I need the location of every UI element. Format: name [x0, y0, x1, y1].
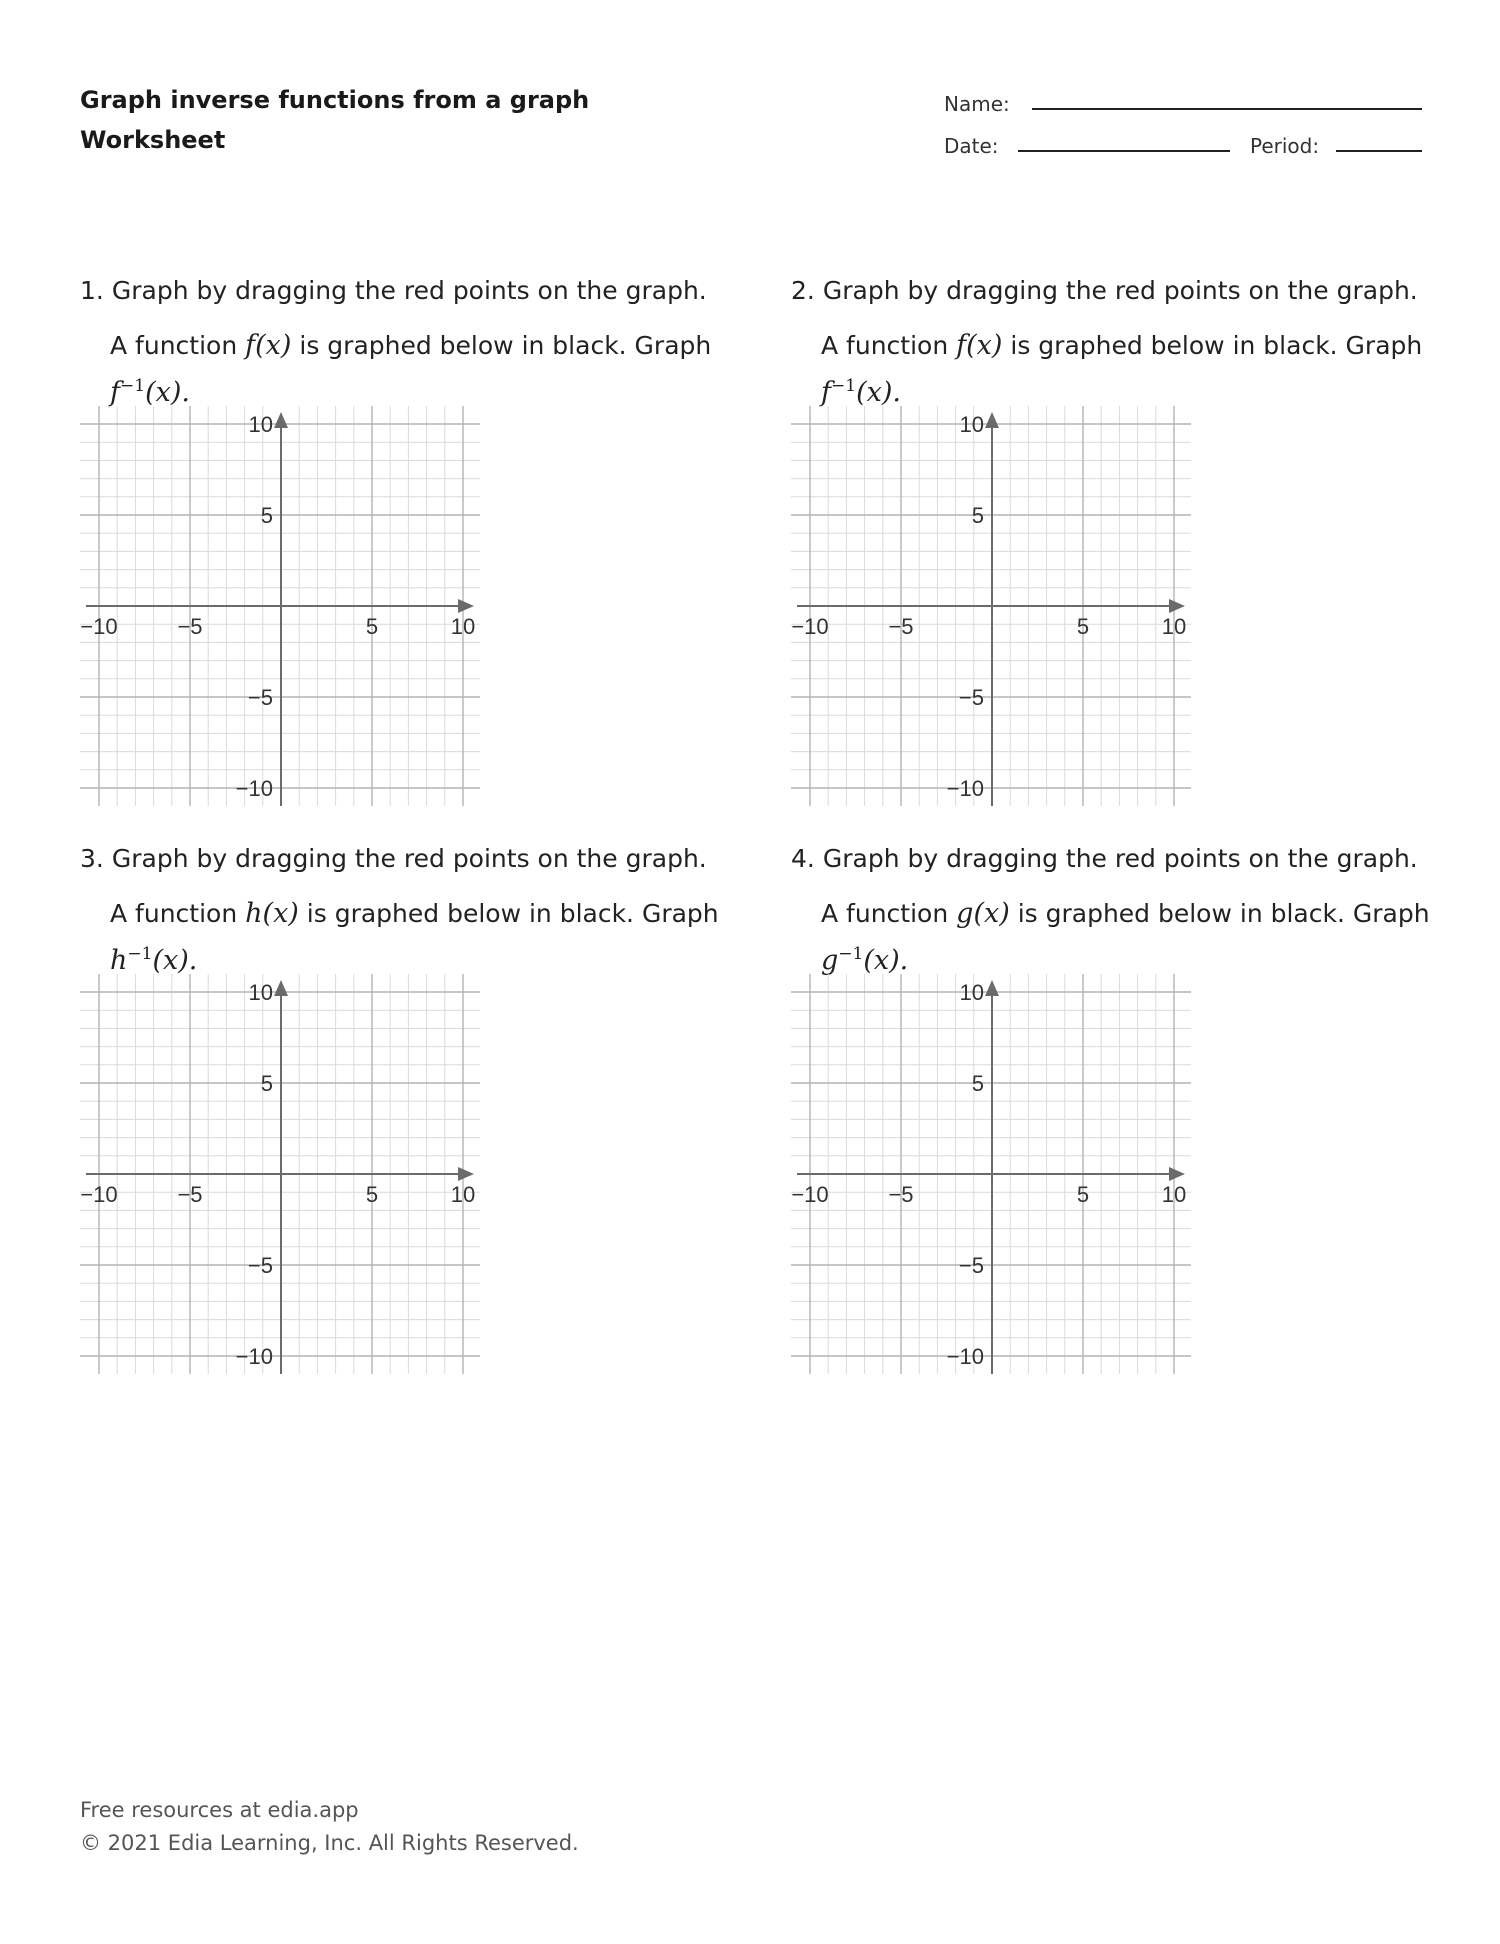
footer	[80, 1794, 579, 1860]
date-period-row	[944, 128, 1424, 170]
instruction-text-b: is graphed below in black. Graph	[1010, 331, 1423, 360]
instruction-text-a: A function	[821, 899, 949, 928]
x-tick-label: 10	[450, 614, 476, 639]
x-tick-label: 10	[450, 1182, 476, 1207]
name-row	[944, 86, 1424, 128]
prompt-text: Graph by dragging the red points on the graph.	[822, 276, 1418, 305]
worksheet-subtitle: Worksheet	[80, 126, 226, 154]
inverse-name: h	[110, 945, 128, 976]
student-info	[944, 86, 1424, 170]
inverse-expression: $h^{-1}(x)$.	[110, 944, 198, 976]
y-tick-label: 5	[971, 503, 984, 528]
y-tick-label: 10	[248, 980, 273, 1005]
inverse-exponent: −1	[838, 944, 864, 964]
inverse-expression: $g^{-1}(x)$.	[821, 944, 909, 976]
inverse-name: f	[821, 377, 831, 408]
x-tick-label: 5	[365, 1182, 379, 1207]
y-tick-label: −10	[946, 776, 984, 801]
date-line[interactable]	[1018, 150, 1230, 152]
x-axis-arrow-icon	[1169, 1167, 1185, 1181]
problem-number: 3.	[80, 844, 104, 873]
function-arg: (x)	[973, 898, 1010, 929]
coordinate-plane	[791, 406, 1191, 806]
graph-4[interactable]	[791, 974, 1191, 1374]
coordinate-plane	[80, 974, 480, 1374]
function-name: f	[956, 330, 967, 361]
inverse-arg: (x)	[152, 945, 189, 976]
inverse-name: f	[110, 377, 120, 408]
function-expression	[956, 330, 1002, 361]
y-axis-arrow-icon	[274, 980, 288, 996]
y-tick-label: 10	[959, 980, 984, 1005]
y-tick-label: 5	[971, 1071, 984, 1096]
y-tick-label: −10	[946, 1344, 984, 1369]
x-tick-label: −5	[177, 614, 203, 639]
y-tick-label: −10	[235, 776, 273, 801]
date-label: Date:	[944, 134, 999, 158]
y-tick-label: −5	[958, 1253, 984, 1278]
problem-number: 4.	[791, 844, 815, 873]
inverse-name: g	[821, 945, 839, 976]
inverse-arg: (x)	[863, 945, 900, 976]
problem-number: 1.	[80, 276, 104, 305]
period-line[interactable]	[1336, 150, 1422, 152]
graph-1[interactable]	[80, 406, 480, 806]
problem-2	[791, 274, 1431, 801]
problem-instruction	[110, 326, 720, 413]
problem-instruction	[821, 326, 1431, 413]
problem-4	[791, 842, 1431, 1369]
inverse-arg: (x)	[856, 377, 893, 408]
x-tick-label: −10	[80, 1182, 118, 1207]
y-tick-label: −5	[247, 685, 273, 710]
coordinate-plane	[791, 974, 1191, 1374]
x-tick-label: −5	[177, 1182, 203, 1207]
prompt-text: Graph by dragging the red points on the graph.	[822, 844, 1418, 873]
y-axis-arrow-icon	[274, 412, 288, 428]
problem-instruction	[821, 894, 1431, 981]
x-tick-label: 5	[365, 614, 379, 639]
x-tick-label: 5	[1076, 614, 1090, 639]
function-arg: (x)	[966, 330, 1003, 361]
instruction-text-b: is graphed below in black. Graph	[1017, 899, 1430, 928]
y-axis-arrow-icon	[985, 412, 999, 428]
x-tick-label: −10	[791, 1182, 829, 1207]
inverse-exponent: −1	[127, 944, 153, 964]
inverse-arg: (x)	[145, 377, 182, 408]
problem-1	[80, 274, 720, 801]
problem-instruction	[110, 894, 720, 981]
x-axis-arrow-icon	[1169, 599, 1185, 613]
y-tick-label: 5	[260, 503, 273, 528]
instruction-text-a: A function	[110, 899, 238, 928]
footer-copyright: © 2021 Edia Learning, Inc. All Rights Reserved.	[80, 1831, 579, 1855]
graph-2[interactable]	[791, 406, 1191, 806]
graph-3[interactable]	[80, 974, 480, 1374]
y-tick-label: −5	[958, 685, 984, 710]
worksheet-title: Graph inverse functions from a graph	[80, 86, 590, 114]
title-block	[80, 80, 589, 160]
x-tick-label: −10	[791, 614, 829, 639]
y-tick-label: 5	[260, 1071, 273, 1096]
footer-resources: Free resources at edia.app	[80, 1798, 359, 1822]
function-expression	[245, 898, 299, 929]
inverse-expression: $f^{-1}(x)$.	[110, 376, 190, 408]
instruction-text-a: A function	[110, 331, 238, 360]
x-tick-label: 5	[1076, 1182, 1090, 1207]
x-tick-label: 10	[1161, 1182, 1187, 1207]
problem-3	[80, 842, 720, 1369]
function-arg: (x)	[255, 330, 292, 361]
coordinate-plane	[80, 406, 480, 806]
problem-prompt	[791, 842, 1431, 876]
y-tick-label: 10	[248, 412, 273, 437]
x-axis-arrow-icon	[458, 1167, 474, 1181]
prompt-text: Graph by dragging the red points on the graph.	[111, 844, 707, 873]
problem-prompt	[80, 842, 720, 876]
x-tick-label: 10	[1161, 614, 1187, 639]
function-arg: (x)	[262, 898, 299, 929]
problem-prompt	[80, 274, 720, 308]
function-expression	[956, 898, 1010, 929]
function-name: f	[245, 330, 256, 361]
y-axis-arrow-icon	[985, 980, 999, 996]
period-label: Period:	[1250, 134, 1320, 158]
function-name: g	[956, 898, 974, 929]
problem-prompt	[791, 274, 1431, 308]
name-line[interactable]	[1032, 108, 1422, 110]
x-tick-label: −5	[888, 1182, 914, 1207]
inverse-expression: $f^{-1}(x)$.	[821, 376, 901, 408]
inverse-exponent: −1	[831, 376, 857, 396]
inverse-exponent: −1	[120, 376, 146, 396]
instruction-text-b: is graphed below in black. Graph	[306, 899, 719, 928]
instruction-text-b: is graphed below in black. Graph	[299, 331, 712, 360]
function-name: h	[245, 898, 263, 929]
x-axis-arrow-icon	[458, 599, 474, 613]
y-tick-label: 10	[959, 412, 984, 437]
problem-number: 2.	[791, 276, 815, 305]
x-tick-label: −5	[888, 614, 914, 639]
x-tick-label: −10	[80, 614, 118, 639]
prompt-text: Graph by dragging the red points on the graph.	[111, 276, 707, 305]
y-tick-label: −5	[247, 1253, 273, 1278]
name-label: Name:	[944, 92, 1010, 116]
y-tick-label: −10	[235, 1344, 273, 1369]
instruction-text-a: A function	[821, 331, 949, 360]
function-expression	[245, 330, 291, 361]
